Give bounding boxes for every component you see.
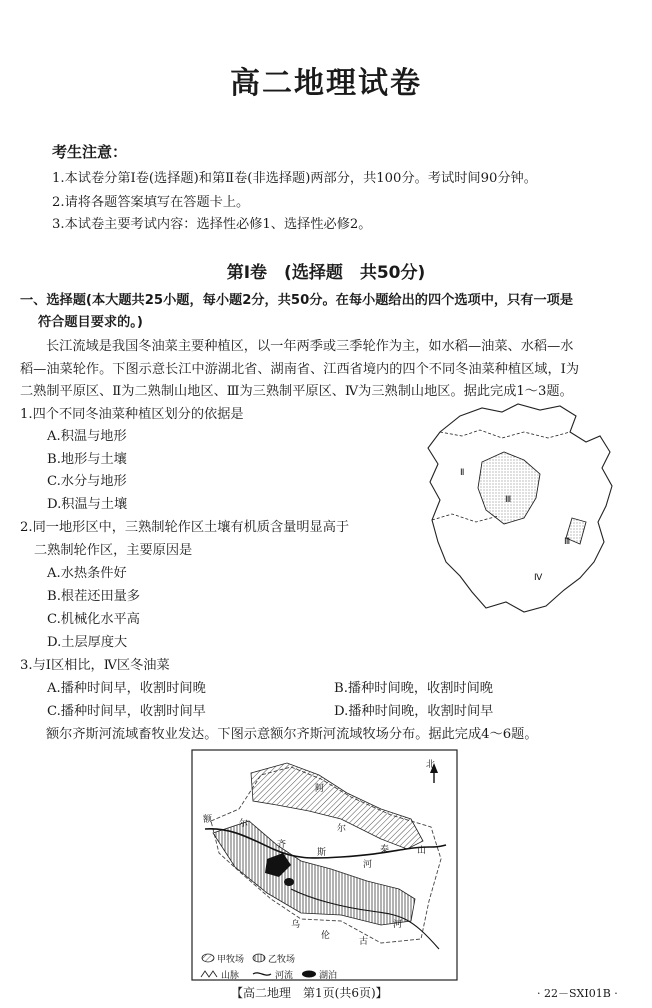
- rapeseed-region-map: [420, 402, 620, 614]
- region-label: Ⅳ: [534, 573, 543, 583]
- region-label: Ⅲ: [564, 537, 571, 547]
- section-instruction: 一、选择题(本大题共25小题，每小题2分，共50分。在每小题给出的四个选项中，只有一项是: [20, 293, 574, 308]
- place-label: 尔: [337, 824, 347, 834]
- option: A.播种时间早，收割时间晚: [47, 681, 206, 696]
- option: D.播种时间晚，收割时间早: [334, 704, 494, 719]
- section-title: 第Ⅰ卷 (选择题 共50分): [226, 263, 426, 283]
- legend-label: 乙牧场: [268, 955, 296, 965]
- page-code: · 22－SXI01B ·: [537, 987, 618, 1000]
- option: C.水分与地形: [47, 474, 127, 489]
- page-footer: 【高二地理 第1页(共6页)】: [231, 986, 388, 1000]
- north-label: 北: [426, 760, 436, 770]
- passage-line: 二熟制平原区、Ⅱ为二熟制山地区、Ⅲ为三熟制平原区、Ⅳ为三熟制山地区。据此完成1～3题。: [20, 384, 573, 399]
- exam-title: 高二地理试卷: [230, 66, 422, 101]
- option: B.地形与土壤: [47, 452, 127, 467]
- place-label: 伦: [321, 931, 331, 941]
- place-label: 乌: [291, 920, 301, 930]
- question-stem: 3.与Ⅰ区相比，Ⅳ区冬油菜: [20, 658, 170, 673]
- place-label: 河: [363, 860, 373, 870]
- legend-label: 甲牧场: [217, 955, 245, 965]
- option: C.机械化水平高: [47, 612, 140, 627]
- place-label: 阿: [315, 784, 325, 794]
- passage-line: 额尔齐斯河流域畜牧业发达。下图示意额尔齐斯河流域牧场分布。据此完成4～6题。: [46, 727, 538, 742]
- section-instruction-cont: 符合题目要求的。): [38, 315, 143, 330]
- option: A.水热条件好: [47, 566, 127, 581]
- passage-line: 长江流域是我国冬油菜主要种植区，以一年两季或三季轮作为主，如水稻—油菜、水稻—水: [46, 339, 574, 354]
- passage-line: 稻—油菜轮作。下图示意长江中游湖北省、湖南省、江西省境内的四个不同冬油菜种植区域，Ⅰ为: [20, 362, 580, 377]
- place-label: 斯: [317, 848, 327, 858]
- place-label: 古: [359, 937, 369, 947]
- option: D.土层厚度大: [47, 635, 128, 650]
- place-label: 额: [203, 815, 213, 825]
- region-label: Ⅲ: [505, 495, 512, 505]
- place-label: 泰: [380, 845, 390, 855]
- option: D.积温与土壤: [47, 497, 128, 512]
- option: B.播种时间晚，收割时间晚: [334, 681, 493, 696]
- question-stem: 2.同一地形区中，三熟制轮作区土壤有机质含量明显高于: [20, 520, 350, 535]
- option: C.播种时间早，收割时间早: [47, 704, 206, 719]
- notice-item: 2.请将各题答案填写在答题卡上。: [52, 195, 250, 210]
- legend-label: 湖泊: [319, 971, 338, 981]
- place-label: 河: [393, 920, 403, 930]
- place-label: 山: [417, 846, 427, 856]
- legend-label: 山脉: [221, 971, 240, 981]
- question-stem: 1.四个不同冬油菜种植区划分的依据是: [20, 407, 244, 422]
- option: B.根茬还田量多: [47, 589, 141, 604]
- question-stem-cont: 二熟制轮作区，主要原因是: [34, 543, 193, 558]
- place-label: 尔: [239, 819, 249, 829]
- pasture-map: [191, 749, 458, 981]
- legend-label: 河流: [275, 971, 294, 981]
- notice-heading: 考生注意：: [52, 143, 128, 161]
- notice-item: 1.本试卷分第Ⅰ卷(选择题)和第Ⅱ卷(非选择题)两部分，共100分。考试时间90分钟。: [52, 171, 537, 186]
- region-label: Ⅱ: [460, 468, 465, 478]
- option: A.积温与地形: [47, 429, 127, 444]
- place-label: 齐: [277, 840, 287, 850]
- notice-item: 3.本试卷主要考试内容：选择性必修1、选择性必修2。: [52, 217, 372, 232]
